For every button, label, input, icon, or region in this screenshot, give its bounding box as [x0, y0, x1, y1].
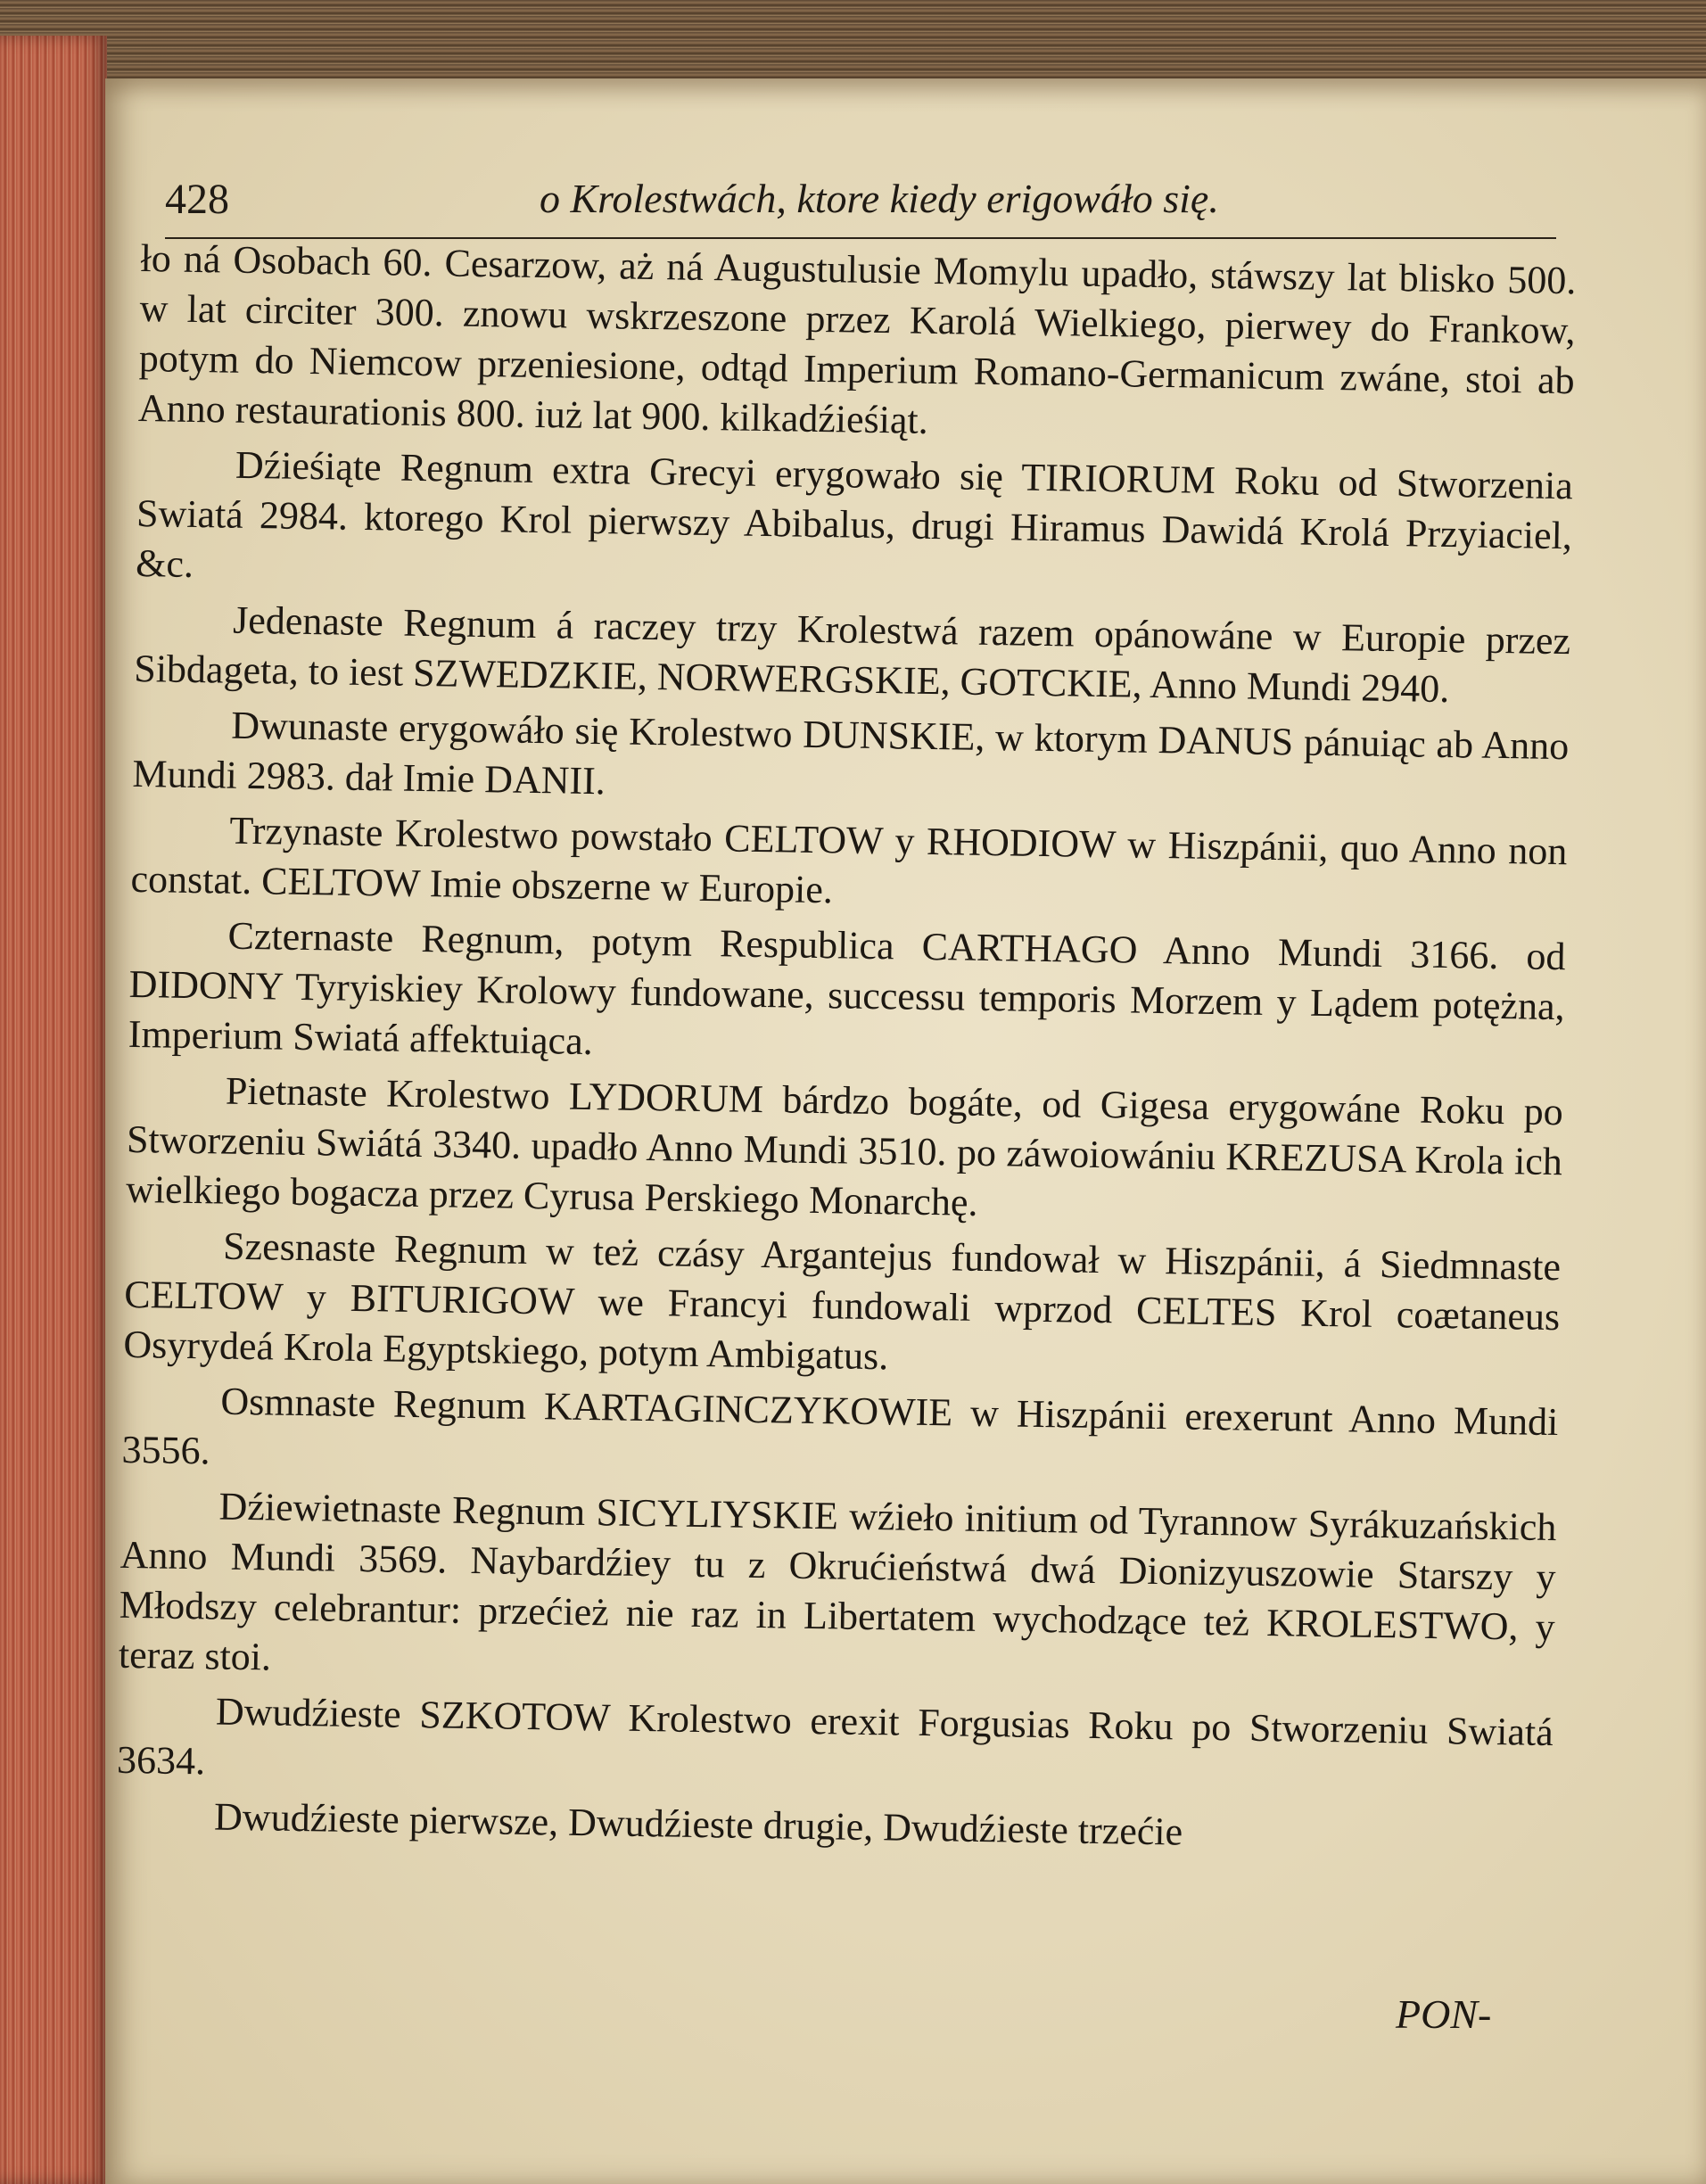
running-title: o Krolestwách, ktore kiedy erigowáło się.: [540, 176, 1219, 221]
catchword: PON-: [1396, 1991, 1492, 2037]
paragraph: Czternaste Regnum, potym Respublica CARTHAGO Anno Mundi 3166. od DIDONY Tyryiskiey Krolowy fundowane, successu temporis Morzem y Lądem potężna, Imperium Swiatá affektuiąca.: [128, 913, 1566, 1064]
paragraph: Dwunaste erygowáło się Krolestwo DUNSKIE, w ktorym DANUS pánuiąc ab Anno Mundi 2983. dał Imie DANII.: [132, 703, 1570, 804]
book-top-edge: [0, 0, 1706, 85]
paragraph-continuation: ło ná Osobach 60. Cesarzow, aż ná Augustulusie Momylu upadło, stáwszy lat blisko 500. w lat circiter 300. znowu wskrzeszone przez Karolá Wielkiego, pierwey do Frankow, potym do Niemcow przeniesione, odtąd Imperium Romano-Germanicum zwáne, stoi ab Anno restaurationis 800. iuż lat 900. kilkadźieśiąt.: [137, 235, 1577, 442]
paragraph: Jedenaste Regnum á raczey trzy Krolestwá razem opánowáne w Europie przez Sibdageta, to iest SZWEDZKIE, NORWERGSKIE, GOTCKIE, Anno Mundi 2940.: [133, 598, 1571, 712]
paragraph: Dwudźieste pierwsze, Dwudźieste drugie, Dwudźieste trzećie: [213, 1794, 1183, 1854]
body-text: [116, 234, 1577, 1868]
paragraph: Osmnaste Regnum KARTAGINCZYKOWIE w Hiszpánii erexerunt Anno Mundi 3556.: [121, 1379, 1559, 1473]
paragraph: Dźieśiąte Regnum extra Grecyi erygowało się TIRIORUM Roku od Stworzenia Swiatá 2984. ktorego Krol pierwszy Abibalus, drugi Hiramus Dawidá Krolá Przyiaciel, &c.: [135, 442, 1574, 586]
book-fore-edge: [0, 36, 107, 2184]
paragraph: Szesnaste Regnum w też czásy Argantejus fundował w Hiszpánii, á Siedmnaste CELTOW y BITURIGOW we Francyi fundowali wprzod CELTES Krol coætaneus Osyrydeá Krola Egyptskiego, potym Ambigatus.: [123, 1224, 1562, 1379]
paragraph: Dźiewietnaste Regnum SICYLIYSKIE wźieło initium od Tyrannow Syrákuzańskich Anno Mundi 3569. Naybardźiey tu z Okrućieństwá dwá Dionizyuszowie Starszy y Młodszy celebrantur: przećież nie raz in Libertatem wychodzące też KROLESTWO, y teraz stoi.: [118, 1484, 1557, 1679]
paragraph: Trzynaste Krolestwo powstało CELTOW y RHODIOW w Hiszpánii, quo Anno non constat. CELTOW Imie obszerne w Europie.: [130, 808, 1568, 912]
paragraph: Dwudźieste SZKOTOW Krolestwo erexit Forgusias Roku po Stworzeniu Swiatá 3634.: [116, 1689, 1554, 1784]
paragraph: Pietnaste Krolestwo LYDORUM bárdzo bogáte, od Gigesa erygowáne Roku po Stworzeniu Swiátá 3340. upadło Anno Mundi 3510. po záwoiowániu KREZUSA Krola ich wielkiego bogacza przez Cyrusa Perskiego Monarchę.: [125, 1068, 1564, 1224]
running-head: [165, 175, 1556, 239]
page-number: 428: [165, 176, 229, 223]
